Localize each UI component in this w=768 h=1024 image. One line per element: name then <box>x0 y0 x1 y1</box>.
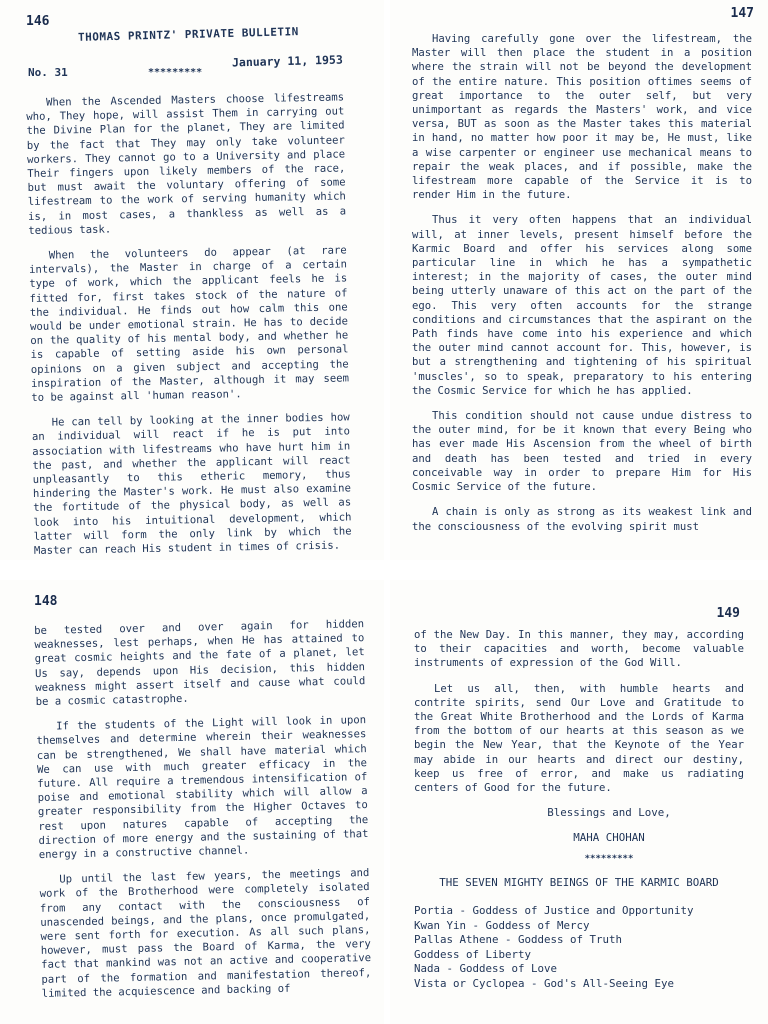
list-item: Portia - Goddess of Justice and Opportunity <box>414 904 694 918</box>
paragraph: He can tell by looking at the inner bodies how an individual will react if he is put into association with lifestreams who have hurt him in the past, and whether the applicant will react unpleasantly to this etheric memory, thus hindering the Master's work. He must also examine the fortitude of the physical body, as well as look into his intuitional development, which latter will form the only link by which the Master can reach His student in times of crisis. <box>31 411 352 558</box>
paragraph: Thus it very often happens that an individual will, at inner levels, present himself before the Karmic Board and offer his services along some particular line in which he has a sympathetic interest; in the majority of cases, the outer mind being utterly unaware of this act on the part of the ego. This very often accounts for the strange conditions and circumstances that the aspirant on the Path finds have come into his experience and which the outer mind cannot account for. This, however, is but a strengthening and tightening of his spiritual 'muscles', so to speak, preparatory to his entering the Cosmic Service for which he has applied. <box>412 214 752 397</box>
paragraph: If the students of the Light will look in upon themselves and determine wherein their weaknesses can be strengthened, We shall have material which We can use with much greater efficacy in the future. All require a tremendous intensification of poise and emotional stability which will allow a greater responsibility from the Higher Octaves to rest upon natures capable of accepting the direction of more energy and the sustaining of that energy in a constructive channel. <box>36 714 369 861</box>
list-item: Goddess of Liberty <box>414 947 532 961</box>
page-148 <box>0 580 384 1024</box>
signature-separator-stars: ********* <box>584 853 634 864</box>
bulletin-title: THOMAS PRINTZ' PRIVATE BULLETIN <box>77 25 299 44</box>
page-body <box>414 628 744 992</box>
paragraph: This condition should not cause undue distress to the outer mind, for be it known that every Being who has ever made His Ascension from the wheel of birth and death has been tested and tried in every conceivable way in order to prepare Him for His Cosmic Service of the future. <box>412 410 752 494</box>
list-item: Kwan Yin - Goddess of Mercy <box>414 918 590 932</box>
closing-line: Blessings and Love, <box>547 806 671 820</box>
page-149 <box>390 580 768 1024</box>
list-item: Pallas Athene - Goddess of Truth <box>414 933 623 947</box>
paragraph: of the New Day. In this manner, they may, according to their capacities and worth, become valuable instruments of expression of the God Will. <box>414 629 744 670</box>
page-147 <box>390 0 768 560</box>
paragraph: Let us all, then, with humble hearts and contrite spirits, send Our Love and Gratitude to the Great White Brotherhood and the Lords of Karma from the bottom of our hearts at this season as we begin the New Year, that the Keynote of the Year may abide in our hearts and direct our destiny, keep us free of error, and make us radiating centers of Good for the future. <box>414 682 744 795</box>
paragraph: When the volunteers do appear (at rare intervals), the Master in charge of a certain type of work, which the applicant feels he is fitted for, first takes stock of the nature of the individual. He finds out how calm this one would be under emotional strain. He has to decide on the quality of his mental body, and whether he is capable of setting aside his own personal opinions on a given subject and accepting the inspiration of the Master, although it may seem to be against all 'human reason'. <box>28 244 350 405</box>
bulletin-date: January 11, 1953 <box>231 52 343 70</box>
paragraph: be tested over and over again for hidden weaknesses, lest perhaps, when He has attained to great cosmic heights and the fate of a planet, let Us say, depends upon His decision, this hidden weakness might assert itself and cause what could be a cosmic catastrophe. <box>34 618 366 708</box>
paragraph: Having carefully gone over the lifestream, the Master will then place the student in a position where the strain will not be beyond the development of the entire nature. This position oftimes seems of great importance to the outer self, but very unimportant as regards the Masters' work, and vice versa, BUT as soon as the Master takes this material in hand, no matter how poor it may be, He must, like a wise carpenter or engineer use mechanical means to repair the weak places, and if possible, make the lifestream more capable of the Service it is to render Him in the future. <box>412 33 752 202</box>
page-body <box>34 617 372 1012</box>
signature: MAHA CHOHAN <box>573 831 645 845</box>
page-number: 148 <box>34 594 58 609</box>
paragraph: When the Ascended Masters choose lifestreams who, They hope, will assist Them in carrying out the Divine Plan for the planet, They are limited by the fact that They may only take volunteer workers. They cannot go to a University and place Their fingers upon likely members of the race, but must await the voluntary offering of some lifestream to the work of serving humanity which is, in most cases, a thankless as well as a tedious task. <box>26 91 347 237</box>
section-title: THE SEVEN MIGHTY BEINGS OF THE KARMIC BOARD <box>439 875 719 889</box>
page-number: 149 <box>716 606 740 621</box>
page-number: 147 <box>730 6 754 21</box>
page-number: 146 <box>26 14 50 29</box>
karmic-board-list <box>414 904 744 992</box>
paragraph: A chain is only as strong as its weakest link and the consciousness of the evolving spirit must <box>412 506 752 533</box>
page-body <box>26 90 352 560</box>
paragraph: Up until the last few years, the meetings and work of the Brotherhood were completely isolated from any contact with the consciousness of unascended beings, and the plans, once promulgated, were sent forth for execution. As all such plans, however, must pass the Board of Karma, the very fact that mankind was not an active and cooperative part of the formation and manifestation thereof, limited the acquiescence and backing of <box>39 867 372 1000</box>
bulletin-issue-number: No. 31 <box>28 66 68 79</box>
list-item: Nada - Goddess of Love <box>414 962 558 976</box>
list-item: Vista or Cyclopea - God's All-Seeing Eye <box>414 977 675 991</box>
page-body <box>412 32 752 545</box>
page-146 <box>0 0 384 560</box>
header-separator-stars: ********* <box>148 67 203 78</box>
page-gap <box>0 560 768 580</box>
